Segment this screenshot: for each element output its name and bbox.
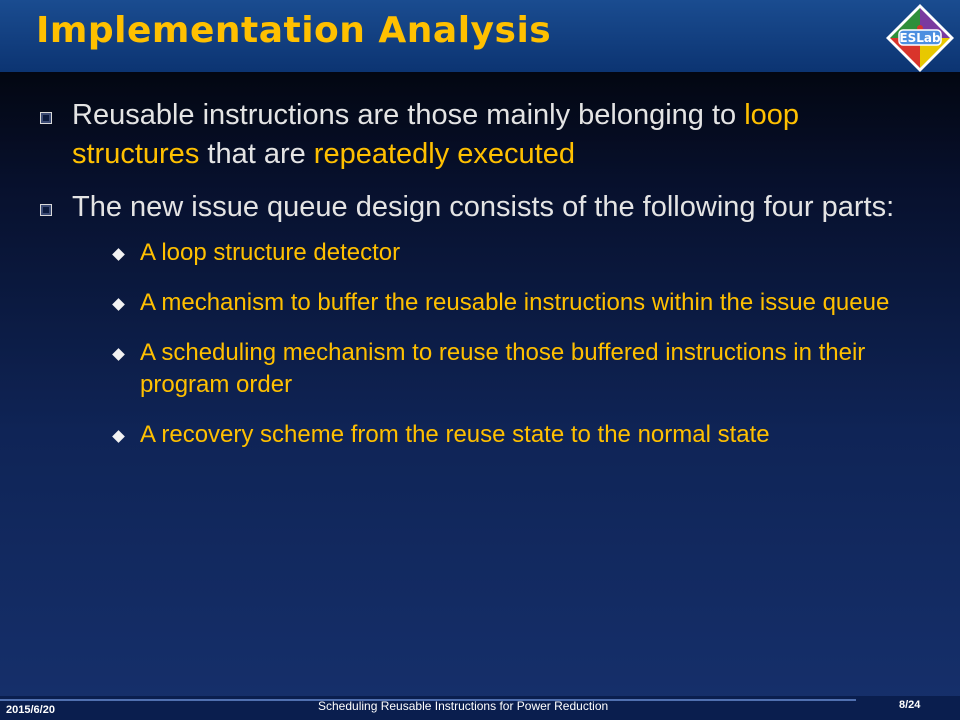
sub-item-loop-detector [72,237,916,269]
bullet-text: that are [199,138,314,170]
sub-item-scheduling-mechanism [72,337,916,401]
square-bullet-icon [40,112,52,124]
bullet-text: Reusable instructions are those mainly belonging to [72,99,745,131]
eslab-logo [884,2,956,74]
sub-item-text: A loop structure detector [140,239,401,266]
sub-item-buffer-mechanism [72,287,916,319]
footer-date: 2015/6/20 [6,704,55,716]
sub-item-text: A scheduling mechanism to reuse those buffered instructions in their program order [140,339,866,398]
sub-item-text: A mechanism to buffer the reusable instructions within the issue queue [140,289,890,316]
logo-text: ESLab [899,31,941,45]
diamond-bullet-icon [112,248,125,261]
highlight-loop-structures: loop structures [72,99,800,170]
highlight-repeatedly-executed: repeatedly executed [313,138,575,170]
bullet-text: The new issue queue design consists of the following four parts: [72,191,895,223]
diamond-bullet-icon [112,298,125,311]
bullet-reusable-instructions [36,96,916,174]
square-bullet-icon [40,204,52,216]
sub-item-text: A recovery scheme from the reuse state to the normal state [140,421,770,448]
page-number: 8/24 [899,699,921,711]
slide-content [36,96,916,469]
diamond-bullet-icon [112,348,125,361]
eslab-logo-icon [884,2,956,74]
diamond-bullet-icon [112,430,125,443]
slide-title: Implementation Analysis [36,10,552,51]
bullet-issue-queue-design [36,188,916,451]
sub-item-recovery-scheme [72,419,916,451]
footer-title: Scheduling Reusable Instructions for Power Reduction [318,699,609,713]
